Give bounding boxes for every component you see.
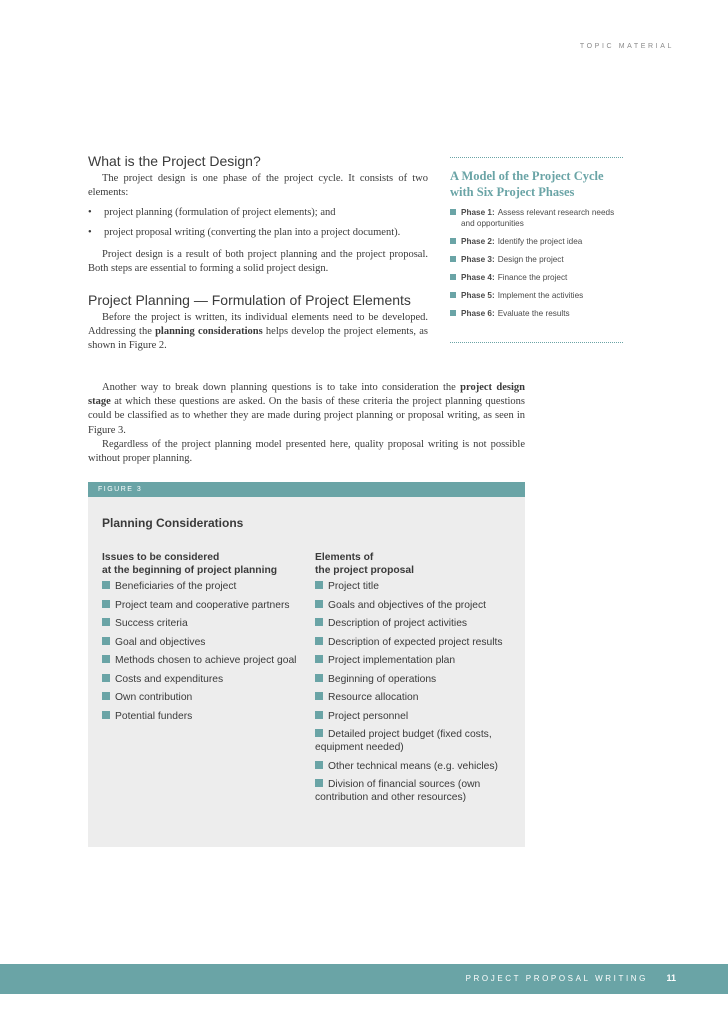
bullet-icon: • (88, 207, 92, 218)
main-column (88, 154, 428, 353)
list-item: Costs and expenditures (102, 673, 302, 686)
list-item: Resource allocation (315, 691, 520, 704)
phase-item: Phase 6: Evaluate the results (450, 308, 623, 319)
list-item: Potential funders (102, 710, 302, 723)
page-footer (0, 964, 728, 994)
square-bullet-icon (102, 637, 110, 645)
square-bullet-icon (450, 310, 456, 316)
paragraph: Regardless of the project planning model presented here, quality proposal writing is not possible without proper planning. (88, 438, 525, 465)
square-bullet-icon (315, 581, 323, 589)
square-bullet-icon (102, 618, 110, 626)
square-bullet-icon (102, 655, 110, 663)
list-item: Description of project activities (315, 617, 520, 630)
figure-column-issues (102, 551, 302, 728)
list-item: Methods chosen to achieve project goal (102, 654, 302, 667)
square-bullet-icon (450, 238, 456, 244)
square-bullet-icon (450, 292, 456, 298)
paragraph: Project design is a result of both project planning and the project proposal. Both steps are essential to forming a solid project design. (88, 249, 428, 274)
list-item: Project title (315, 580, 520, 593)
square-bullet-icon (315, 618, 323, 626)
square-bullet-icon (315, 637, 323, 645)
square-bullet-icon (315, 655, 323, 663)
bullet-icon: • (88, 227, 92, 238)
phase-item: Phase 5: Implement the activities (450, 290, 623, 301)
square-bullet-icon (315, 674, 323, 682)
topic-label: TOPIC MATERIAL (579, 43, 674, 50)
list-item: Beginning of operations (315, 673, 520, 686)
square-bullet-icon (315, 729, 323, 737)
paragraph: The project design is one phase of the project cycle. It consists of two elements: (88, 173, 428, 198)
footer-title: PROJECT PROPOSAL WRITING (465, 974, 648, 983)
square-bullet-icon (315, 600, 323, 608)
square-bullet-icon (450, 209, 456, 215)
list-item: Success criteria (102, 617, 302, 630)
paragraph: Another way to break down planning questions is to take into consideration the project design stage at which these questions are asked. On the basis of these criteria the project planning questions could be classified as to whether they are made during project planning or proposal writing, as seen in Figure 3. (88, 382, 525, 436)
sidebar (450, 157, 623, 343)
square-bullet-icon (102, 581, 110, 589)
phase-item: Phase 4: Finance the project (450, 272, 623, 283)
paragraph: Before the project is written, its individual elements need to be developed. Addressing the planning considerations helps develop the project elements, as shown in Figure 2. (88, 312, 428, 351)
square-bullet-icon (315, 761, 323, 769)
sidebar-title: A Model of the Project Cycle with Six Project Phases (450, 169, 604, 199)
list-item: Division of financial sources (own contribution and other resources) (315, 779, 481, 803)
phase-item: Phase 1: Assess relevant research needs and opportunities (450, 207, 623, 229)
phase-item: Phase 2: Identify the project idea (450, 236, 623, 247)
column-heading: Issues to be considered at the beginning of project planning (102, 552, 278, 576)
list-item: Other technical means (e.g. vehicles) (315, 760, 520, 773)
section-heading: What is the Project Design? (88, 153, 261, 169)
figure-label-bar: FIGURE 3 (88, 482, 525, 497)
square-bullet-icon (315, 779, 323, 787)
list-item: Project personnel (315, 710, 520, 723)
square-bullet-icon (102, 674, 110, 682)
square-bullet-icon (450, 256, 456, 262)
list-item: Goals and objectives of the project (315, 599, 520, 612)
column-heading: Elements of the project proposal (315, 552, 414, 576)
square-bullet-icon (102, 600, 110, 608)
bullet-item: • project planning (formulation of project elements); and (88, 207, 336, 218)
figure-title: Planning Considerations (102, 516, 244, 530)
list-item: Own contribution (102, 691, 302, 704)
bullet-item: • project proposal writing (converting the plan into a project document). (88, 227, 401, 238)
wide-text (88, 381, 525, 466)
square-bullet-icon (315, 711, 323, 719)
list-item: Detailed project budget (fixed costs, equipment needed) (315, 729, 492, 753)
page-number: 11 (666, 973, 676, 983)
square-bullet-icon (102, 711, 110, 719)
square-bullet-icon (315, 692, 323, 700)
square-bullet-icon (102, 692, 110, 700)
list-item: Project team and cooperative partners (102, 599, 302, 612)
list-item: Beneficiaries of the project (102, 580, 302, 593)
square-bullet-icon (450, 274, 456, 280)
list-item: Description of expected project results (315, 636, 520, 649)
list-item: Project implementation plan (315, 654, 520, 667)
section-heading: Project Planning — Formulation of Project Elements (88, 292, 411, 308)
list-item: Goal and objectives (102, 636, 302, 649)
phase-item: Phase 3: Design the project (450, 254, 623, 265)
figure-column-elements (315, 551, 520, 810)
figure-box (88, 497, 525, 847)
